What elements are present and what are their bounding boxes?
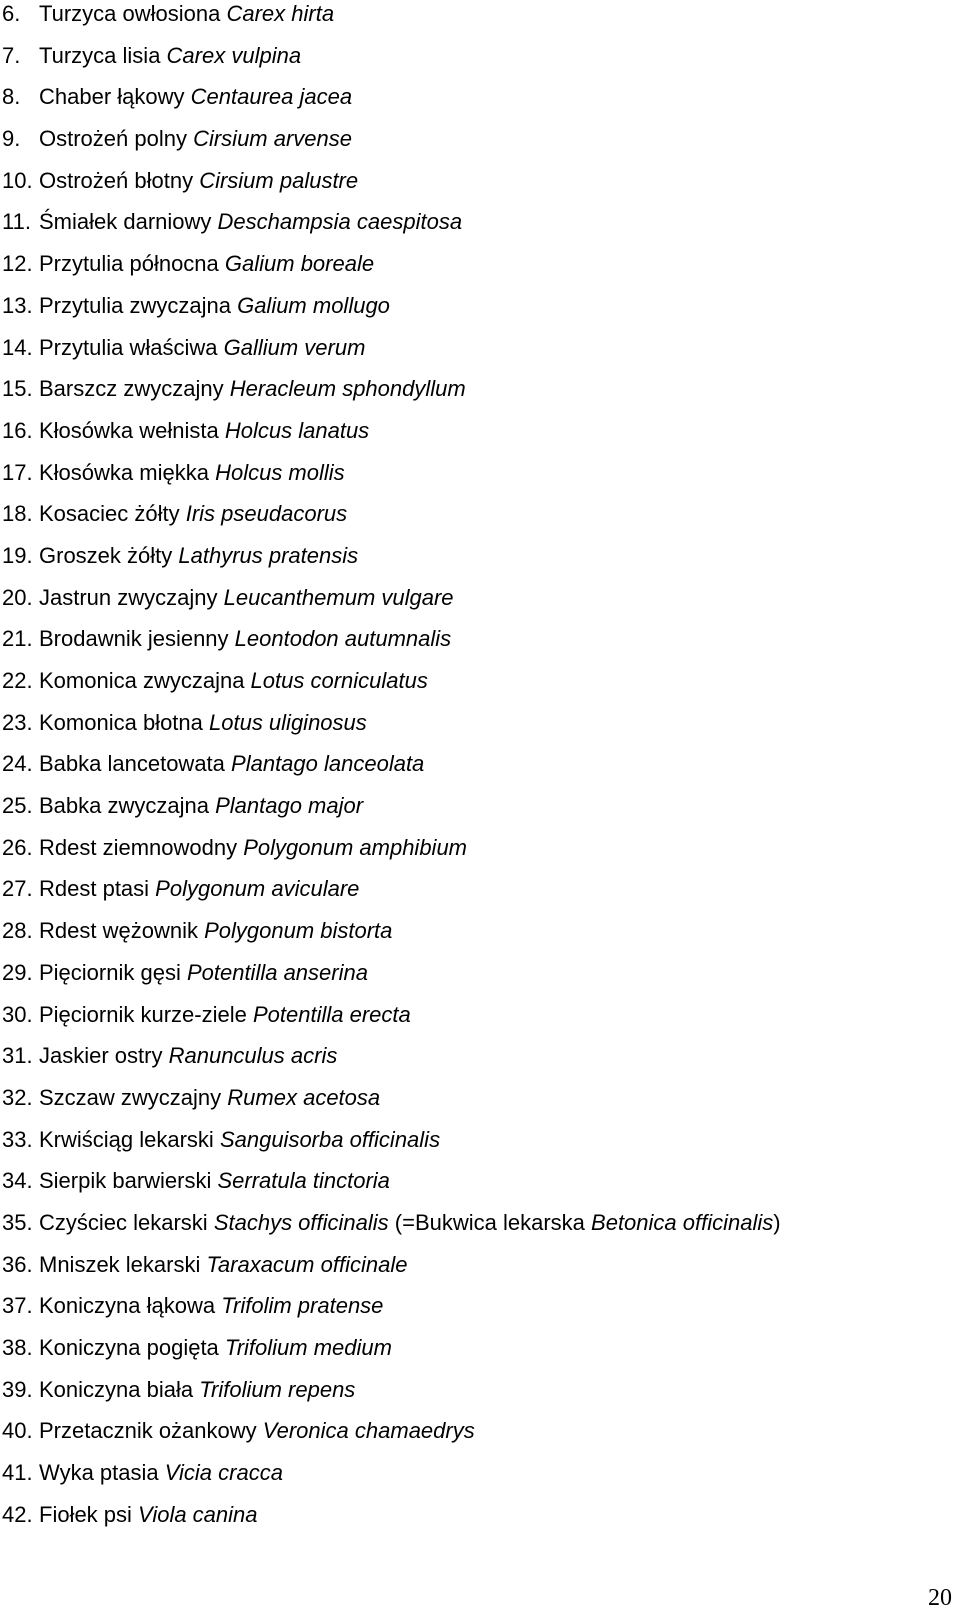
list-item [2,292,781,334]
latin-name: Stachys officinalis [213,1209,389,1235]
list-item [2,334,781,376]
polish-name: Turzyca owłosiona [39,1,227,26]
item-number: 39. [2,1376,33,1402]
list-item [2,500,781,542]
item-number: 7. [2,42,21,68]
polish-name: Rdest wężownik [39,918,205,944]
latin-name: Trifolium repens [199,1376,356,1402]
item-number: 11. [2,209,31,235]
item-number: 8. [2,84,21,110]
polish-name: Kłosówka miękka [39,459,216,485]
list-item [2,417,781,459]
item-number: 21. [2,626,33,652]
list-item [2,1042,781,1084]
latin-name: Veronica chamaedrys [262,1418,475,1444]
latin-name: Cirsium palustre [199,167,359,193]
item-number: 35. [2,1209,33,1235]
latin-name: Plantago lanceolata [231,751,425,777]
list-item [2,875,781,917]
polish-name: Komonica błotna [39,709,209,735]
item-number: 36. [2,1251,33,1277]
polish-name: Kłosówka wełnista [39,417,225,443]
item-number: 27. [2,876,33,902]
list-item [2,42,781,84]
item-number: 18. [2,501,33,527]
latin-name: Vicia cracca [164,1460,283,1486]
list-item [2,83,781,125]
list-item [2,125,781,167]
list-item [2,959,781,1001]
latin-name: Centaurea jacea [190,84,353,110]
latin-name: Polygonum amphibium [243,834,467,860]
list-item [2,750,781,792]
list-item [2,834,781,876]
item-number: 23. [2,709,33,735]
latin-name: Lotus corniculatus [250,668,428,693]
list-item [2,1126,781,1168]
closing-paren: ) [773,1209,781,1235]
item-number: 6. [2,1,21,26]
polish-name: Babka zwyczajna [39,793,216,819]
list-item [2,1001,781,1043]
list-item [2,0,781,42]
polish-name: Kosaciec żółty [39,501,186,527]
latin-name: Trifolim pratense [221,1293,384,1319]
polish-name: Komonica zwyczajna [39,668,251,693]
list-item [2,1084,781,1126]
item-number: 22. [2,668,33,693]
polish-name: Przytulia zwyczajna [39,292,238,318]
polish-name: Barszcz zwyczajny [39,376,230,402]
list-item [2,250,781,292]
list-item [2,625,781,667]
polish-name: Rdest ptasi [39,876,156,902]
item-number: 25. [2,793,33,819]
polish-name: Czyściec lekarski [39,1209,214,1235]
polish-name: Szczaw zwyczajny [39,1084,228,1110]
species-list [2,0,781,1542]
latin-name: Galium mollugo [237,292,390,318]
item-number: 29. [2,959,33,985]
item-number: 34. [2,1168,33,1194]
list-item [2,1334,781,1376]
polish-name: Śmiałek darniowy [39,209,218,235]
polish-name: Koniczyna łąkowa [39,1293,222,1319]
latin-name: Lotus uliginosus [209,709,367,735]
polish-name: Przytulia właściwa [39,334,224,360]
item-number: 37. [2,1293,33,1319]
list-item [2,459,781,501]
latin-name: Holcus lanatus [224,417,370,443]
polish-name: Koniczyna biała [39,1376,200,1402]
list-item [2,709,781,751]
polish-name: Rdest ziemnowodny [39,834,244,860]
list-item [2,167,781,209]
latin-name: Carex hirta [226,1,335,26]
item-number: 15. [2,376,33,402]
list-item [2,1376,781,1418]
list-item [2,917,781,959]
latin-name: Serratula tinctoria [217,1168,390,1194]
latin-name: Trifolium medium [224,1335,392,1360]
list-item [2,792,781,834]
latin-name: Taraxacum officinale [206,1251,408,1277]
latin-name: Polygonum bistorta [204,918,393,944]
item-number: 10. [2,167,33,193]
polish-name: Turzyca lisia [39,42,167,68]
polish-name: Chaber łąkowy [39,84,191,110]
item-number: 24. [2,751,33,777]
item-number: 31. [2,1043,33,1069]
latin-name: Iris pseudacorus [185,501,348,527]
polish-name: Mniszek lekarski [39,1251,207,1277]
list-item [2,375,781,417]
item-number: 19. [2,542,33,568]
list-item [2,208,781,250]
list-item [2,1167,781,1209]
latin-name: Polygonum aviculare [155,876,360,902]
item-number: 9. [2,126,21,152]
latin-name: Rumex acetosa [227,1084,381,1110]
polish-name: Pięciornik kurze-ziele [39,1001,253,1027]
list-item [2,1251,781,1293]
list-item [2,1501,781,1543]
latin-name: Leucanthemum vulgare [223,584,454,610]
item-number: 13. [2,292,33,318]
polish-name: Sierpik barwierski [39,1168,218,1194]
polish-note: (=Bukwica lekarska [388,1209,592,1235]
polish-name: Jastrun zwyczajny [39,584,224,610]
latin-name: Viola canina [138,1501,258,1527]
latin-name: Gallium verum [223,334,366,360]
polish-name: Wyka ptasia [39,1460,165,1486]
latin-name: Galium boreale [224,251,375,277]
latin-name: Heracleum sphondyllum [229,376,466,402]
item-number: 32. [2,1084,33,1110]
item-number: 42. [2,1501,33,1527]
item-number: 14. [2,334,33,360]
latin-name: Holcus mollis [215,459,345,485]
item-number: 16. [2,417,33,443]
polish-name: Pięciornik gęsi [39,959,187,985]
item-number: 26. [2,834,33,860]
polish-name: Przytulia północna [39,251,225,277]
item-number: 17. [2,459,33,485]
list-item [2,542,781,584]
polish-name: Krwiściąg lekarski [39,1126,220,1152]
item-number: 30. [2,1001,33,1027]
list-item [2,1417,781,1459]
list-item [2,584,781,626]
latin-name: Ranunculus acris [168,1043,338,1069]
list-item [2,1292,781,1334]
latin-name: Deschampsia caespitosa [217,209,463,235]
latin-name: Lathyrus pratensis [178,542,359,568]
item-number: 41. [2,1460,33,1486]
polish-name: Przetacznik ożankowy [39,1418,263,1444]
list-item [2,1459,781,1501]
polish-name: Ostrożeń błotny [39,167,200,193]
item-number: 40. [2,1418,33,1444]
polish-name: Brodawnik jesienny [39,626,235,652]
latin-name: Potentilla anserina [186,959,368,985]
item-number: 20. [2,584,33,610]
polish-name: Koniczyna pogięta [39,1335,225,1360]
latin-name-alt: Betonica officinalis [591,1209,774,1235]
polish-name: Groszek żółty [39,542,179,568]
item-number: 28. [2,918,33,944]
polish-name: Babka lancetowata [39,751,232,777]
list-item [2,667,781,709]
list-item [2,1209,781,1251]
latin-name: Potentilla erecta [252,1001,411,1027]
latin-name: Cirsium arvense [193,126,353,152]
polish-name: Fiołek psi [39,1501,139,1527]
item-number: 12. [2,251,33,277]
item-number: 38. [2,1335,33,1360]
latin-name: Carex vulpina [166,42,302,68]
page-number: 20 [928,1585,952,1611]
latin-name: Plantago major [215,793,364,819]
polish-name: Ostrożeń polny [39,126,194,152]
latin-name: Leontodon autumnalis [234,626,452,652]
latin-name: Sanguisorba officinalis [219,1126,441,1152]
item-number: 33. [2,1126,33,1152]
polish-name: Jaskier ostry [39,1043,169,1069]
